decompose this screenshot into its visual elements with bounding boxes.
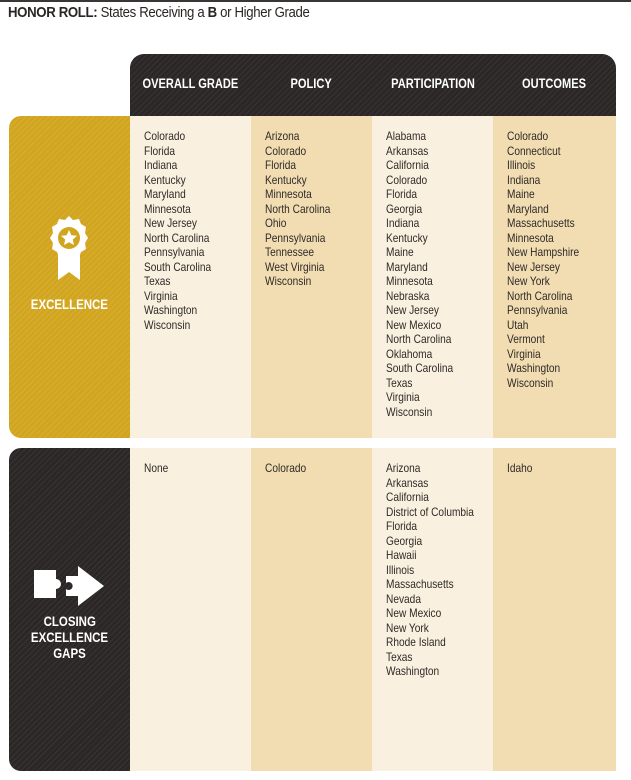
state-list-item: Indiana [507,172,541,187]
state-list-item: Maine [386,245,414,259]
state-list-item: New York [386,620,429,635]
state-list-item: Florida [265,158,297,172]
state-list-item: Arkansas [386,143,429,158]
column-header-overall-grade: OVERALL GRADE [142,76,239,91]
state-list-item: Georgia [386,533,423,548]
state-list-item: Colorado [507,129,549,143]
state-list-item: Rhode Island [386,635,446,649]
state-list-item: None [144,461,169,475]
state-list-item: Florida [386,187,418,201]
state-list-item: New Mexico [386,317,442,332]
column-header-policy: POLICY [290,76,333,91]
cell-excellence-overall-grade [130,116,251,438]
state-list-item: New Jersey [386,303,439,317]
state-list-item: Florida [144,143,176,158]
title-grade: B [207,4,217,21]
column-header-participation: PARTICIPATION [390,76,475,91]
state-list-item: Washington [144,303,198,317]
title-middle: States Receiving a [100,4,205,21]
cell-excellence-participation [372,116,493,438]
state-list-item: South Carolina [144,259,212,274]
row-label-closing-gaps [9,448,130,771]
state-list-item: District of Columbia [386,504,474,519]
state-list-item: New York [507,274,550,288]
state-list-item: Texas [386,375,413,390]
column-header-outcomes: OUTCOMES [522,76,587,91]
puzzle-arrow-icon [32,562,108,608]
state-list-item: California [386,158,429,172]
cell-gaps-outcomes [493,448,616,771]
state-list-item: Pennsylvania [507,303,568,317]
state-list-item: Connecticut [507,143,561,158]
row-label-closing-gaps-text: CLOSING EXCELLENCE GAPS [30,614,109,661]
state-list-item: Pennsylvania [265,230,326,245]
state-list-item: New Jersey [507,259,560,274]
cell-gaps-participation [372,448,493,771]
state-list-item: Idaho [507,461,533,475]
state-list-item: Arizona [265,129,300,143]
state-list-item: Colorado [144,129,186,143]
state-list-item: Nevada [386,591,421,606]
state-list-item: Texas [144,274,171,288]
title-prefix: HONOR ROLL: [8,4,98,21]
state-list-item: New Mexico [386,606,442,620]
state-list-item: Virginia [386,390,420,404]
state-list-item: Virginia [507,346,541,361]
state-list-item: Vermont [507,332,545,346]
state-list-item: Massachusetts [507,216,575,230]
state-list-item: Maryland [144,187,186,201]
state-list-item: Washington [507,361,561,375]
state-list-item: Virginia [144,288,178,303]
state-list-item: Colorado [386,172,428,187]
state-list-item: Maryland [507,201,549,216]
state-list-item: New Hampshire [507,245,580,259]
state-list-item: Colorado [265,143,307,158]
state-list-item: Texas [386,649,413,664]
state-list-item: Arkansas [386,475,429,490]
state-list-item: Wisconsin [144,317,191,332]
state-list-item: Alabama [386,129,427,143]
state-list-item: Maine [507,187,535,201]
state-list-item: Hawaii [386,548,417,562]
state-list-item: Indiana [386,216,420,230]
state-list-item: West Virginia [265,259,325,274]
state-list-item: Tennessee [265,245,315,259]
cell-excellence-outcomes [493,116,616,438]
state-list-item: Kentucky [265,172,307,187]
state-list-item: Kentucky [386,230,428,245]
title-suffix: or Higher Grade [220,4,310,21]
state-list-item: Kentucky [144,172,186,187]
state-list-item: Minnesota [265,187,312,201]
state-list-item: Minnesota [144,201,191,216]
state-list-item: Florida [386,519,418,533]
state-list-item: Illinois [507,158,536,172]
page-title [8,4,310,21]
state-list-item: North Carolina [386,332,452,346]
row-label-excellence [9,116,130,438]
state-list-item: Wisconsin [265,274,312,288]
state-list-item: South Carolina [386,361,454,375]
state-list-item: Utah [507,317,529,332]
state-list-item: Indiana [144,158,178,172]
cell-gaps-overall-grade [130,448,251,771]
state-list-item: Ohio [265,216,287,230]
state-list-item: Colorado [265,461,307,475]
state-list-item: Nebraska [386,288,430,303]
state-list-item: Washington [386,664,440,678]
top-rule [0,0,631,2]
state-list-item: Maryland [386,259,428,274]
state-list-item: Minnesota [386,274,433,288]
row-label-excellence-text: EXCELLENCE [30,297,109,312]
state-list-item: Minnesota [507,230,554,245]
state-list-item: Oklahoma [386,346,433,361]
cell-excellence-policy [251,116,372,438]
cell-gaps-policy [251,448,372,771]
state-list-item: Pennsylvania [144,245,205,259]
state-list-item: North Carolina [265,201,331,216]
state-list-item: Massachusetts [386,577,454,591]
state-list-item: North Carolina [507,288,573,303]
state-list-item: Arizona [386,461,421,475]
state-list-item: Georgia [386,201,423,216]
award-ribbon-icon [44,214,94,284]
state-list-item: New Jersey [144,216,197,230]
state-list-item: Wisconsin [507,375,554,390]
state-list-item: Wisconsin [386,404,433,419]
state-list-item: North Carolina [144,230,210,245]
state-list-item: Illinois [386,562,415,577]
state-list-item: California [386,490,429,504]
